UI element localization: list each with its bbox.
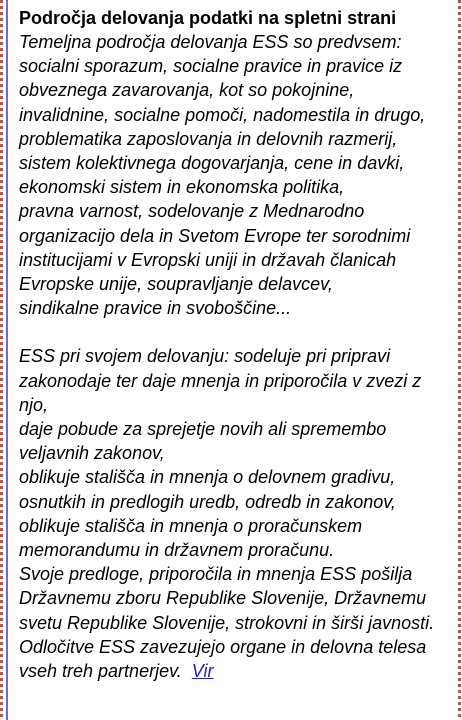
text-line: oblikuje stališča in mnenja o proračunskem [19,515,363,536]
right-border-dots [458,0,461,720]
paragraph-gap [19,320,457,344]
text-line: ESS pri svojem delovanju: sodeluje pri pripravi [19,346,391,367]
left-border [0,0,12,720]
text-line: oblikuje stališča in mnenja o delovnem gradivu, [19,467,396,488]
text-line: veljavnih zakonov, [19,443,165,464]
text-line: osnutkih in predlogih uredb, odredb in zakonov, [19,491,396,512]
left-border-dots [0,0,3,720]
paragraph-activities [19,344,457,683]
text-line: pravna varnost, sodelovanje z Mednarodno [19,201,365,222]
text-line: ekonomski sistem in ekonomska politika, [19,177,345,198]
text-line: zakonodaje ter daje mnenja in priporočila v zvezi z [19,370,422,391]
page-title: Področja delovanja podatki na spletni strani [19,8,397,28]
text-box [19,6,457,683]
text-line: socialni sporazum, socialne pravice in pravice iz [19,56,403,77]
paragraph-areas [19,30,457,320]
text-line: Evropske unije, soupravljanje delavcev, [19,274,333,295]
text-line: Državnemu zboru Republike Slovenije, Državnemu [19,588,427,609]
text-line: svetu Republike Slovenije, strokovni in širši javnosti. [19,612,435,633]
text-line: sistem kolektivnega dogovarjanja, cene in davki, [19,153,405,174]
text-line: organizacijo dela in Svetom Evrope ter sorodnimi [19,225,411,246]
source-link[interactable]: Vir [191,661,214,682]
text-line: memorandumu in državnem proračunu. [19,540,335,561]
text-line: njo, [19,394,49,415]
text-line: Temeljna področja delovanja ESS so predvsem: [19,32,402,52]
text-line: Svoje predloge, priporočila in mnenja ESS pošilja [19,564,413,585]
text-line: sindikalne pravice in svoboščine... [19,298,292,319]
text-line: Odločitve ESS zavezujejo organe in delovna telesa [19,636,427,657]
text-line: daje pobude za sprejetje novih ali spremembo [19,419,387,440]
left-border-line [6,0,8,720]
text-line: problematika zaposlovanja in delovnih razmerij, [19,128,398,149]
text-line-last [19,659,457,683]
text-line: institucijami v Evropski uniji in državah članicah [19,249,397,270]
last-line-text: vseh treh partnerjev. [19,661,182,682]
text-line: invalidnine, socialne pomoči, nadomestila in drugo, [19,104,426,125]
text-line: obveznega zavarovanja, kot so pokojnine, [19,80,355,101]
